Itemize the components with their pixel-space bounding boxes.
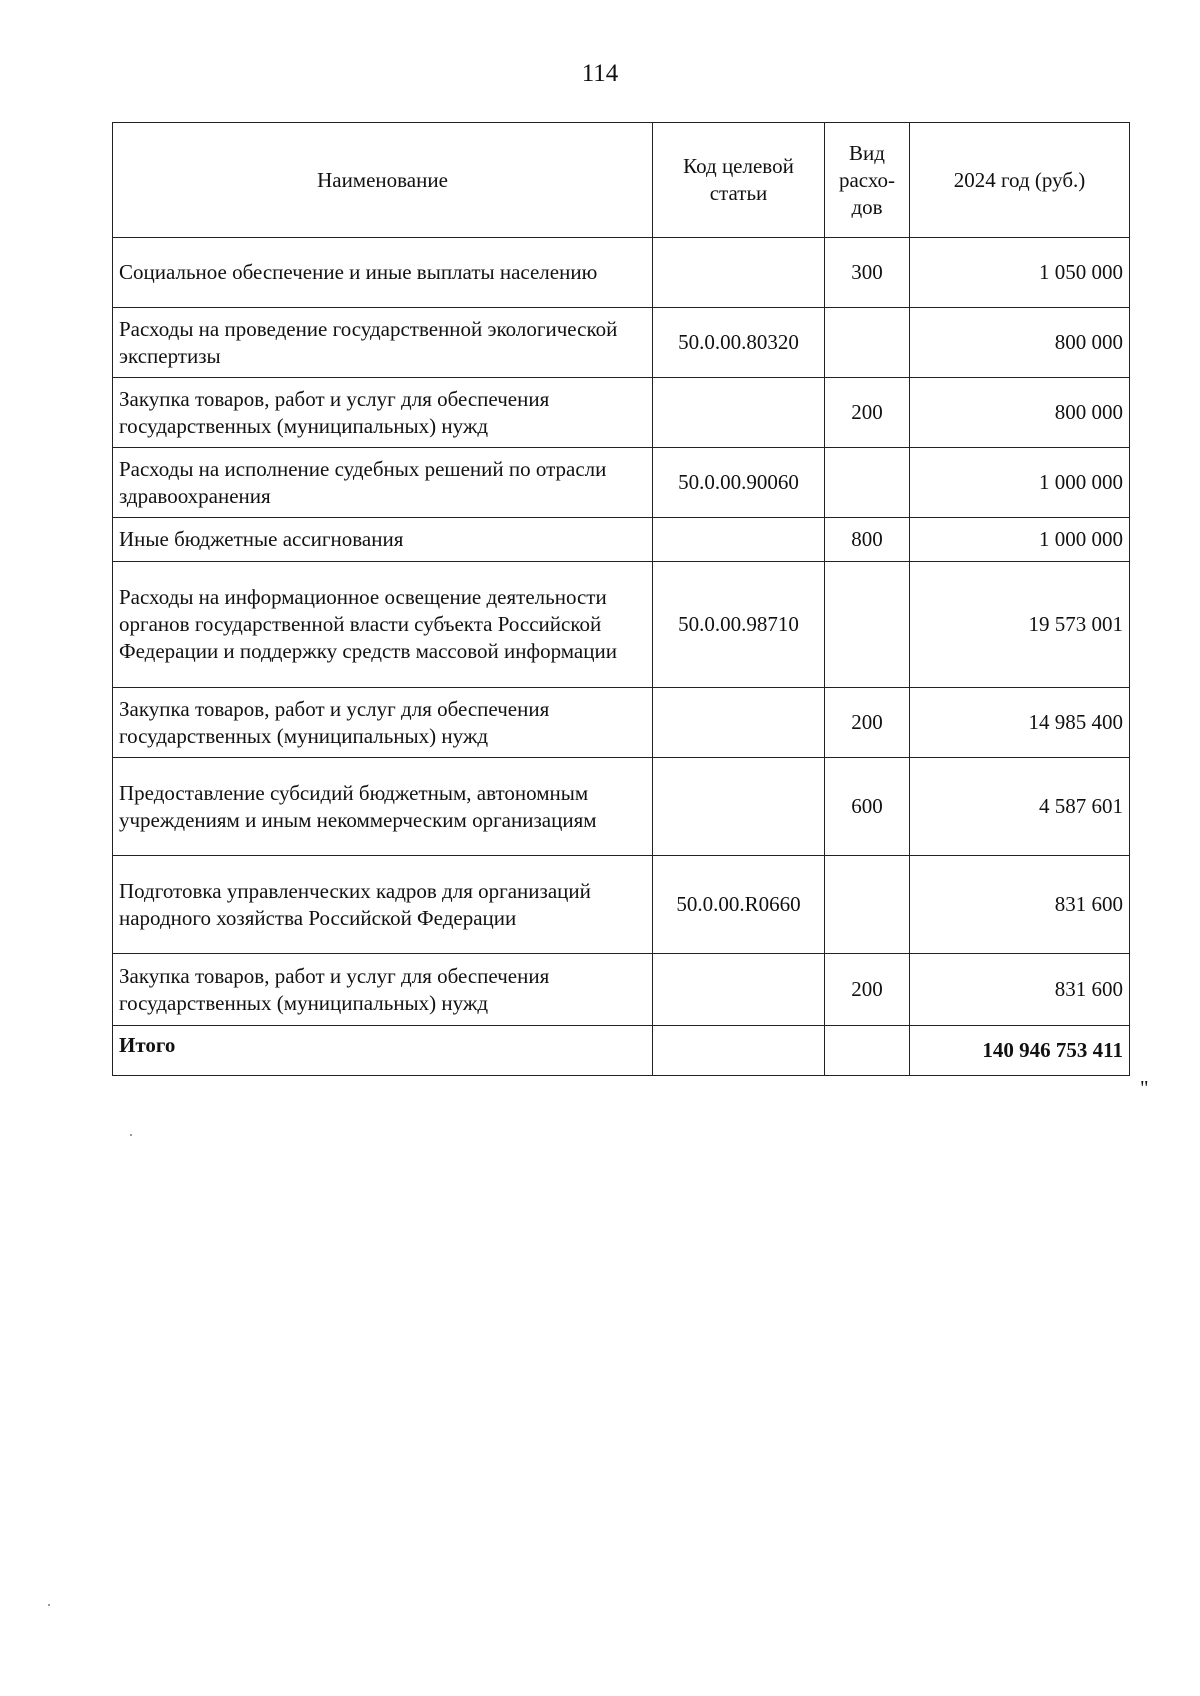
cell-code: 50.0.00.90060 xyxy=(653,448,825,518)
total-type xyxy=(825,1026,910,1076)
cell-name: Закупка товаров, работ и услуг для обеспечения государственных (муниципальных) нужд xyxy=(113,954,653,1026)
table-row xyxy=(113,688,1130,758)
cell-name: Закупка товаров, работ и услуг для обеспечения государственных (муниципальных) нужд xyxy=(113,688,653,758)
table-row xyxy=(113,856,1130,954)
cell-sum: 1 000 000 xyxy=(910,518,1130,562)
header-name: Наименование xyxy=(113,123,653,238)
table-row xyxy=(113,378,1130,448)
cell-name: Закупка товаров, работ и услуг для обеспечения государственных (муниципальных) нужд xyxy=(113,378,653,448)
table-row xyxy=(113,518,1130,562)
cell-code xyxy=(653,378,825,448)
cell-type: 800 xyxy=(825,518,910,562)
scan-speck xyxy=(130,1134,132,1136)
cell-name: Социальное обеспечение и иные выплаты населению xyxy=(113,238,653,308)
cell-type: 200 xyxy=(825,378,910,448)
cell-name: Иные бюджетные ассигнования xyxy=(113,518,653,562)
cell-code: 50.0.00.R0660 xyxy=(653,856,825,954)
header-sum: 2024 год (руб.) xyxy=(910,123,1130,238)
cell-sum: 831 600 xyxy=(910,856,1130,954)
cell-sum: 14 985 400 xyxy=(910,688,1130,758)
cell-type: 600 xyxy=(825,758,910,856)
header-type: Вид расхо-дов xyxy=(825,123,910,238)
table-header-row xyxy=(113,123,1130,238)
total-code xyxy=(653,1026,825,1076)
cell-type xyxy=(825,856,910,954)
cell-type: 200 xyxy=(825,954,910,1026)
cell-type xyxy=(825,562,910,688)
page-number: 114 xyxy=(581,60,619,87)
cell-name: Предоставление субсидий бюджетным, автономным учреждениям и иным некоммерческим организациям xyxy=(113,758,653,856)
cell-sum: 19 573 001 xyxy=(910,562,1130,688)
budget-table xyxy=(112,122,1130,1076)
cell-type: 300 xyxy=(825,238,910,308)
table-body xyxy=(113,238,1130,1076)
scan-speck xyxy=(48,1604,50,1606)
table-row xyxy=(113,758,1130,856)
cell-code xyxy=(653,688,825,758)
cell-sum: 800 000 xyxy=(910,308,1130,378)
cell-sum: 800 000 xyxy=(910,378,1130,448)
cell-code xyxy=(653,758,825,856)
cell-sum: 1 000 000 xyxy=(910,448,1130,518)
cell-code: 50.0.00.80320 xyxy=(653,308,825,378)
table-row xyxy=(113,238,1130,308)
table-total-row xyxy=(113,1026,1130,1076)
cell-type: 200 xyxy=(825,688,910,758)
cell-name: Расходы на информационное освещение деятельности органов государственной власти субъекта Российской Федерации и поддержку средств массовой информации xyxy=(113,562,653,688)
cell-type xyxy=(825,448,910,518)
cell-sum: 831 600 xyxy=(910,954,1130,1026)
total-sum: 140 946 753 411 xyxy=(910,1026,1130,1076)
table-row xyxy=(113,562,1130,688)
cell-name: Расходы на исполнение судебных решений по отрасли здравоохранения xyxy=(113,448,653,518)
table-row xyxy=(113,954,1130,1026)
total-label: Итого xyxy=(113,1026,653,1076)
table-row xyxy=(113,308,1130,378)
header-code: Код целевой статьи xyxy=(653,123,825,238)
table-row xyxy=(113,448,1130,518)
cell-code xyxy=(653,954,825,1026)
cell-sum: 4 587 601 xyxy=(910,758,1130,856)
cell-name: Подготовка управленческих кадров для организаций народного хозяйства Российской Федерации xyxy=(113,856,653,954)
cell-code xyxy=(653,238,825,308)
cell-code xyxy=(653,518,825,562)
cell-type xyxy=(825,308,910,378)
cell-name: Расходы на проведение государственной экологической экспертизы xyxy=(113,308,653,378)
closing-quote: " xyxy=(1140,1076,1149,1100)
cell-sum: 1 050 000 xyxy=(910,238,1130,308)
cell-code: 50.0.00.98710 xyxy=(653,562,825,688)
